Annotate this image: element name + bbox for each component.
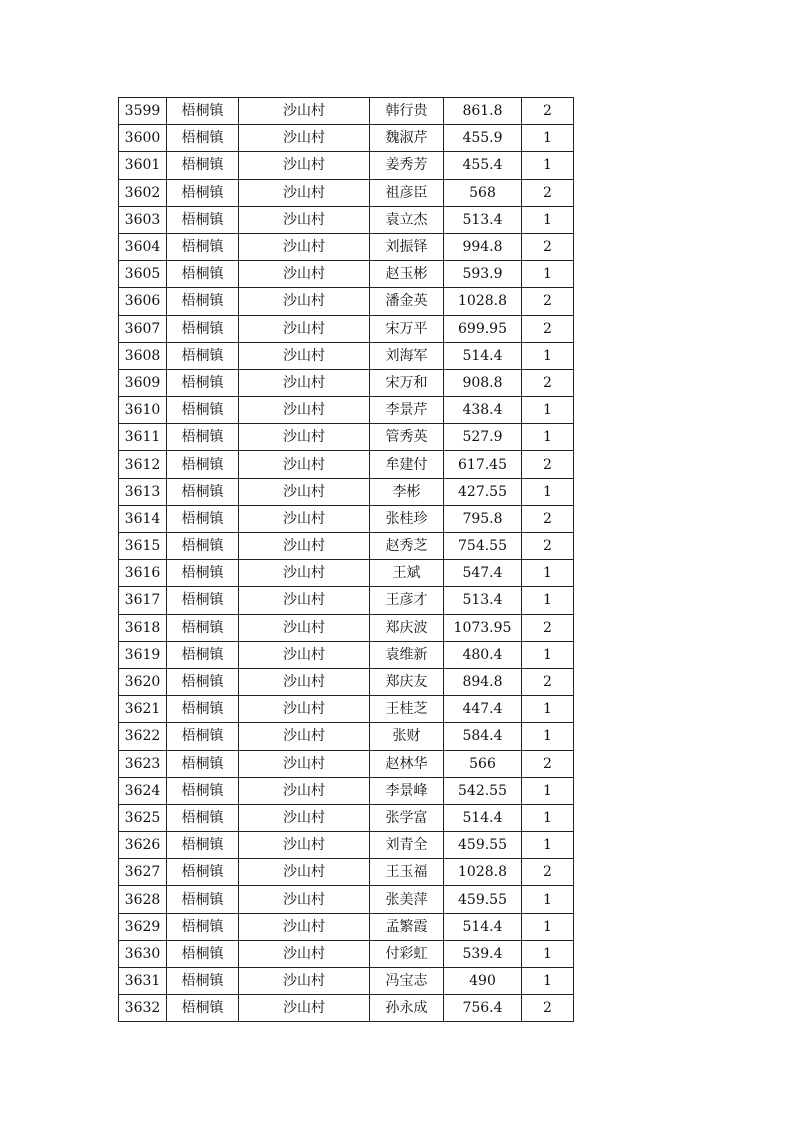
name-cell: 袁维新 (370, 641, 444, 668)
row-number-cell: 3624 (119, 777, 167, 804)
count-cell: 1 (522, 723, 574, 750)
amount-cell: 527.9 (444, 424, 522, 451)
row-number-cell: 3631 (119, 968, 167, 995)
table-row (119, 560, 574, 587)
amount-cell: 480.4 (444, 641, 522, 668)
village-cell: 沙山村 (239, 913, 370, 940)
row-number-cell: 3625 (119, 804, 167, 831)
row-number-cell: 3615 (119, 533, 167, 560)
amount-cell: 1028.8 (444, 288, 522, 315)
table-row (119, 315, 574, 342)
amount-cell: 514.4 (444, 342, 522, 369)
table-row (119, 940, 574, 967)
row-number-cell: 3614 (119, 505, 167, 532)
village-cell: 沙山村 (239, 424, 370, 451)
village-cell: 沙山村 (239, 179, 370, 206)
table-row (119, 750, 574, 777)
amount-cell: 514.4 (444, 804, 522, 831)
village-cell: 沙山村 (239, 587, 370, 614)
count-cell: 2 (522, 98, 574, 125)
name-cell: 刘青全 (370, 832, 444, 859)
amount-cell: 617.45 (444, 451, 522, 478)
row-number-cell: 3604 (119, 233, 167, 260)
row-number-cell: 3603 (119, 206, 167, 233)
table-row (119, 533, 574, 560)
name-cell: 宋万和 (370, 369, 444, 396)
table-row (119, 614, 574, 641)
count-cell: 1 (522, 832, 574, 859)
name-cell: 张学富 (370, 804, 444, 831)
count-cell: 2 (522, 369, 574, 396)
amount-cell: 861.8 (444, 98, 522, 125)
amount-cell: 568 (444, 179, 522, 206)
name-cell: 王彦才 (370, 587, 444, 614)
table-row (119, 668, 574, 695)
village-cell: 沙山村 (239, 233, 370, 260)
village-cell: 沙山村 (239, 533, 370, 560)
village-cell: 沙山村 (239, 995, 370, 1022)
count-cell: 1 (522, 560, 574, 587)
town-cell: 梧桐镇 (167, 940, 239, 967)
town-cell: 梧桐镇 (167, 233, 239, 260)
table-row (119, 641, 574, 668)
amount-cell: 795.8 (444, 505, 522, 532)
row-number-cell: 3599 (119, 98, 167, 125)
count-cell: 2 (522, 995, 574, 1022)
name-cell: 魏淑芹 (370, 125, 444, 152)
amount-cell: 459.55 (444, 832, 522, 859)
row-number-cell: 3628 (119, 886, 167, 913)
name-cell: 宋万平 (370, 315, 444, 342)
table-row (119, 859, 574, 886)
amount-cell: 459.55 (444, 886, 522, 913)
row-number-cell: 3612 (119, 451, 167, 478)
village-cell: 沙山村 (239, 560, 370, 587)
name-cell: 张财 (370, 723, 444, 750)
village-cell: 沙山村 (239, 668, 370, 695)
town-cell: 梧桐镇 (167, 451, 239, 478)
count-cell: 1 (522, 886, 574, 913)
row-number-cell: 3629 (119, 913, 167, 940)
village-cell: 沙山村 (239, 206, 370, 233)
town-cell: 梧桐镇 (167, 206, 239, 233)
count-cell: 1 (522, 940, 574, 967)
town-cell: 梧桐镇 (167, 125, 239, 152)
village-cell: 沙山村 (239, 804, 370, 831)
amount-cell: 514.4 (444, 913, 522, 940)
table-row (119, 451, 574, 478)
town-cell: 梧桐镇 (167, 832, 239, 859)
amount-cell: 756.4 (444, 995, 522, 1022)
town-cell: 梧桐镇 (167, 968, 239, 995)
row-number-cell: 3627 (119, 859, 167, 886)
row-number-cell: 3602 (119, 179, 167, 206)
table-row (119, 179, 574, 206)
town-cell: 梧桐镇 (167, 505, 239, 532)
row-number-cell: 3620 (119, 668, 167, 695)
amount-cell: 699.95 (444, 315, 522, 342)
table-row (119, 913, 574, 940)
village-cell: 沙山村 (239, 451, 370, 478)
village-cell: 沙山村 (239, 342, 370, 369)
name-cell: 李景峰 (370, 777, 444, 804)
table-row (119, 696, 574, 723)
village-cell: 沙山村 (239, 940, 370, 967)
village-cell: 沙山村 (239, 98, 370, 125)
count-cell: 2 (522, 533, 574, 560)
count-cell: 1 (522, 342, 574, 369)
amount-cell: 894.8 (444, 668, 522, 695)
amount-cell: 438.4 (444, 397, 522, 424)
count-cell: 2 (522, 233, 574, 260)
village-cell: 沙山村 (239, 152, 370, 179)
table-row (119, 424, 574, 451)
town-cell: 梧桐镇 (167, 859, 239, 886)
town-cell: 梧桐镇 (167, 288, 239, 315)
town-cell: 梧桐镇 (167, 179, 239, 206)
table-row (119, 832, 574, 859)
table-row (119, 288, 574, 315)
town-cell: 梧桐镇 (167, 560, 239, 587)
amount-cell: 513.4 (444, 206, 522, 233)
name-cell: 赵林华 (370, 750, 444, 777)
village-cell: 沙山村 (239, 315, 370, 342)
table-row (119, 587, 574, 614)
table-row (119, 125, 574, 152)
row-number-cell: 3618 (119, 614, 167, 641)
name-cell: 祖彦臣 (370, 179, 444, 206)
amount-cell: 593.9 (444, 261, 522, 288)
name-cell: 刘海军 (370, 342, 444, 369)
count-cell: 1 (522, 641, 574, 668)
town-cell: 梧桐镇 (167, 478, 239, 505)
row-number-cell: 3632 (119, 995, 167, 1022)
town-cell: 梧桐镇 (167, 152, 239, 179)
village-cell: 沙山村 (239, 614, 370, 641)
name-cell: 刘振铎 (370, 233, 444, 260)
table-row (119, 397, 574, 424)
amount-cell: 1073.95 (444, 614, 522, 641)
town-cell: 梧桐镇 (167, 369, 239, 396)
name-cell: 张桂珍 (370, 505, 444, 532)
count-cell: 1 (522, 696, 574, 723)
count-cell: 1 (522, 206, 574, 233)
row-number-cell: 3609 (119, 369, 167, 396)
row-number-cell: 3606 (119, 288, 167, 315)
village-cell: 沙山村 (239, 832, 370, 859)
table-row (119, 995, 574, 1022)
row-number-cell: 3621 (119, 696, 167, 723)
village-cell: 沙山村 (239, 288, 370, 315)
row-number-cell: 3611 (119, 424, 167, 451)
town-cell: 梧桐镇 (167, 886, 239, 913)
town-cell: 梧桐镇 (167, 533, 239, 560)
name-cell: 赵玉彬 (370, 261, 444, 288)
count-cell: 1 (522, 152, 574, 179)
town-cell: 梧桐镇 (167, 397, 239, 424)
amount-cell: 513.4 (444, 587, 522, 614)
amount-cell: 584.4 (444, 723, 522, 750)
village-cell: 沙山村 (239, 859, 370, 886)
amount-cell: 908.8 (444, 369, 522, 396)
village-cell: 沙山村 (239, 641, 370, 668)
amount-cell: 447.4 (444, 696, 522, 723)
amount-cell: 455.9 (444, 125, 522, 152)
name-cell: 潘金英 (370, 288, 444, 315)
row-number-cell: 3616 (119, 560, 167, 587)
table-row (119, 505, 574, 532)
village-cell: 沙山村 (239, 750, 370, 777)
name-cell: 韩行贵 (370, 98, 444, 125)
amount-cell: 455.4 (444, 152, 522, 179)
village-cell: 沙山村 (239, 886, 370, 913)
name-cell: 赵秀芝 (370, 533, 444, 560)
row-number-cell: 3600 (119, 125, 167, 152)
count-cell: 2 (522, 614, 574, 641)
table-row (119, 261, 574, 288)
amount-cell: 539.4 (444, 940, 522, 967)
village-cell: 沙山村 (239, 505, 370, 532)
town-cell: 梧桐镇 (167, 424, 239, 451)
town-cell: 梧桐镇 (167, 913, 239, 940)
town-cell: 梧桐镇 (167, 668, 239, 695)
row-number-cell: 3608 (119, 342, 167, 369)
name-cell: 郑庆友 (370, 668, 444, 695)
row-number-cell: 3622 (119, 723, 167, 750)
row-number-cell: 3610 (119, 397, 167, 424)
town-cell: 梧桐镇 (167, 696, 239, 723)
name-cell: 李景芹 (370, 397, 444, 424)
table-row (119, 152, 574, 179)
name-cell: 李彬 (370, 478, 444, 505)
count-cell: 1 (522, 478, 574, 505)
count-cell: 1 (522, 261, 574, 288)
town-cell: 梧桐镇 (167, 995, 239, 1022)
count-cell: 2 (522, 859, 574, 886)
town-cell: 梧桐镇 (167, 614, 239, 641)
town-cell: 梧桐镇 (167, 777, 239, 804)
amount-cell: 547.4 (444, 560, 522, 587)
count-cell: 1 (522, 397, 574, 424)
name-cell: 孟繁霞 (370, 913, 444, 940)
name-cell: 牟建付 (370, 451, 444, 478)
town-cell: 梧桐镇 (167, 98, 239, 125)
name-cell: 付彩虹 (370, 940, 444, 967)
table-row (119, 804, 574, 831)
amount-cell: 427.55 (444, 478, 522, 505)
count-cell: 1 (522, 125, 574, 152)
table-row (119, 233, 574, 260)
roster-table-body (119, 98, 574, 1022)
town-cell: 梧桐镇 (167, 750, 239, 777)
table-row (119, 206, 574, 233)
amount-cell: 994.8 (444, 233, 522, 260)
roster-table (118, 97, 574, 1022)
count-cell: 1 (522, 804, 574, 831)
row-number-cell: 3601 (119, 152, 167, 179)
town-cell: 梧桐镇 (167, 641, 239, 668)
town-cell: 梧桐镇 (167, 587, 239, 614)
village-cell: 沙山村 (239, 261, 370, 288)
row-number-cell: 3630 (119, 940, 167, 967)
village-cell: 沙山村 (239, 397, 370, 424)
count-cell: 1 (522, 777, 574, 804)
village-cell: 沙山村 (239, 369, 370, 396)
name-cell: 张美萍 (370, 886, 444, 913)
amount-cell: 1028.8 (444, 859, 522, 886)
village-cell: 沙山村 (239, 968, 370, 995)
count-cell: 1 (522, 587, 574, 614)
row-number-cell: 3613 (119, 478, 167, 505)
table-row (119, 968, 574, 995)
table-row (119, 886, 574, 913)
amount-cell: 754.55 (444, 533, 522, 560)
count-cell: 2 (522, 750, 574, 777)
count-cell: 1 (522, 913, 574, 940)
name-cell: 王桂芝 (370, 696, 444, 723)
name-cell: 王斌 (370, 560, 444, 587)
count-cell: 1 (522, 424, 574, 451)
count-cell: 2 (522, 315, 574, 342)
table-row (119, 478, 574, 505)
count-cell: 2 (522, 668, 574, 695)
count-cell: 2 (522, 505, 574, 532)
table-row (119, 723, 574, 750)
count-cell: 2 (522, 451, 574, 478)
name-cell: 袁立杰 (370, 206, 444, 233)
name-cell: 姜秀芳 (370, 152, 444, 179)
town-cell: 梧桐镇 (167, 315, 239, 342)
row-number-cell: 3607 (119, 315, 167, 342)
name-cell: 王玉福 (370, 859, 444, 886)
table-row (119, 342, 574, 369)
town-cell: 梧桐镇 (167, 261, 239, 288)
name-cell: 冯宝志 (370, 968, 444, 995)
row-number-cell: 3617 (119, 587, 167, 614)
village-cell: 沙山村 (239, 723, 370, 750)
name-cell: 郑庆波 (370, 614, 444, 641)
row-number-cell: 3623 (119, 750, 167, 777)
name-cell: 孙永成 (370, 995, 444, 1022)
town-cell: 梧桐镇 (167, 723, 239, 750)
village-cell: 沙山村 (239, 696, 370, 723)
row-number-cell: 3605 (119, 261, 167, 288)
count-cell: 2 (522, 288, 574, 315)
amount-cell: 566 (444, 750, 522, 777)
table-row (119, 777, 574, 804)
count-cell: 1 (522, 968, 574, 995)
row-number-cell: 3626 (119, 832, 167, 859)
amount-cell: 542.55 (444, 777, 522, 804)
town-cell: 梧桐镇 (167, 342, 239, 369)
village-cell: 沙山村 (239, 125, 370, 152)
town-cell: 梧桐镇 (167, 804, 239, 831)
row-number-cell: 3619 (119, 641, 167, 668)
table-row (119, 98, 574, 125)
name-cell: 管秀英 (370, 424, 444, 451)
count-cell: 2 (522, 179, 574, 206)
table-row (119, 369, 574, 396)
village-cell: 沙山村 (239, 478, 370, 505)
village-cell: 沙山村 (239, 777, 370, 804)
amount-cell: 490 (444, 968, 522, 995)
